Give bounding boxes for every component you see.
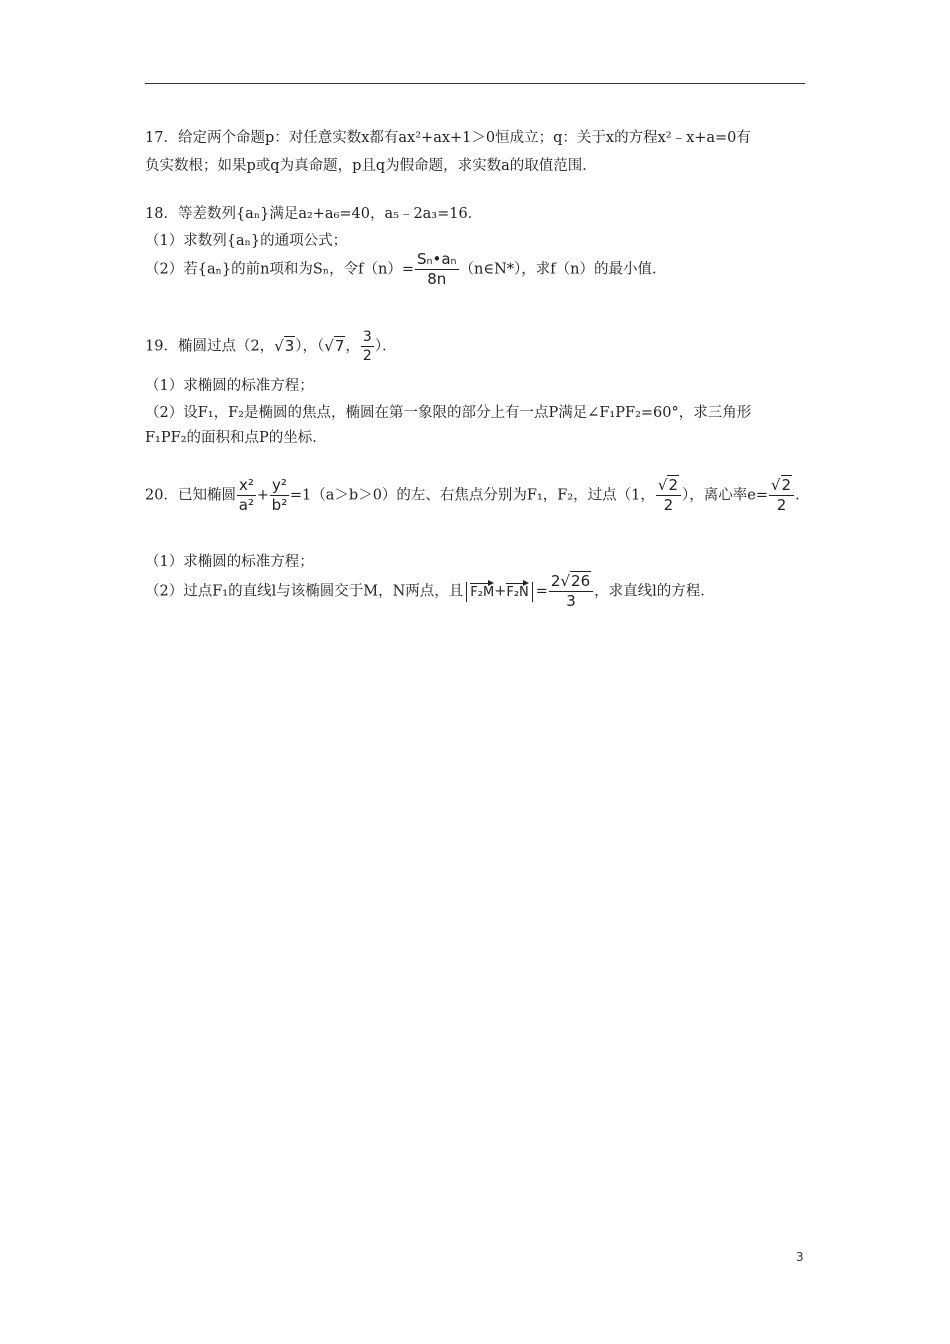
q19-sqrt3-rad: 3 (284, 336, 295, 355)
q20-end: . (795, 487, 800, 504)
q19-sqrt3: √3 (274, 336, 295, 355)
q20-ecc-rad: 2 (781, 476, 792, 494)
q19-frac-num: 3 (362, 329, 372, 345)
q19-fraction (361, 330, 374, 363)
q19-post: ）． (374, 338, 397, 355)
q19-pre: 19．椭圆过点（2， (145, 338, 275, 355)
q20-result-rad: 26 (571, 572, 591, 590)
q20-line1 (145, 478, 800, 513)
q20-pre: 20．已知椭圆 (145, 487, 236, 504)
q20-part2 (145, 574, 715, 609)
q20-point-den: 2 (663, 496, 674, 514)
q18-frac-num: Sₙ•aₙ (417, 250, 457, 268)
q20-ecc-num: √2 (769, 478, 794, 496)
q20-result-den: 3 (566, 592, 576, 610)
q18-frac-den: 8n (427, 270, 447, 288)
q19-comma: ， (345, 338, 360, 355)
q18-fraction (415, 252, 459, 287)
q19-part2-line1: （2）设F₁，F₂是椭圆的焦点，椭圆在第一象限的部分上有一点P满足∠F₁PF₂=60°，求三角形 (145, 405, 752, 421)
q20-result-fraction (549, 574, 593, 609)
q20-vplus: + (494, 583, 507, 600)
q18-part2-pre: （2）若{aₙ}的前n项和为Sₙ，令f（n）= (145, 261, 414, 278)
q20-result-coef: 2 (550, 572, 561, 590)
q20-frac-x-num: x² (238, 476, 254, 494)
q18-part1: （1）求数列{aₙ}的通项公式； (145, 233, 348, 249)
q20-frac-y-num: y² (272, 476, 287, 494)
q17-line2: 负实数根；如果p或q为真命题，p且q为假命题，求实数a的取值范围． (145, 158, 597, 174)
page-number: 3 (796, 1250, 804, 1264)
q19-sqrt7: √7 (324, 336, 345, 355)
q20-result-num: 2√26 (549, 574, 593, 592)
vector-f2n: F₂N (506, 581, 528, 600)
q20-eq: = (535, 583, 548, 600)
q20-frac-y-den: b² (271, 496, 288, 514)
q20-ecc: ），离心率e= (682, 487, 768, 504)
q20-point-num: √2 (656, 478, 681, 496)
q20-ecc-fraction (769, 478, 794, 513)
vector-f2m: F₂M (470, 581, 494, 600)
q19-frac-den: 2 (362, 348, 372, 364)
q19-mid: ），（ (295, 338, 325, 355)
q20-part2-pre: （2）过点F₁的直线l与该椭圆交于M，N两点，且 (145, 583, 464, 600)
q20-part1: （1）求椭圆的标准方程； (145, 554, 314, 570)
q20-point-fraction (656, 478, 681, 513)
q19-line1 (145, 330, 397, 363)
q19-sqrt7-rad: 7 (334, 336, 345, 355)
q18-part2-post: （n∈N*），求f（n）的最小值． (459, 261, 667, 278)
q20-frac-y (270, 478, 289, 513)
q20-point-rad: 2 (668, 476, 678, 494)
q20-frac-x (237, 478, 256, 513)
q20-part2-post: ，求直线l的方程． (594, 583, 715, 600)
q17-line1: 17．给定两个命题p：对任意实数x都有ax²+ax+1＞0恒成立；q：关于x的方程x²﹣x+a=0有 (145, 130, 751, 146)
abs-bar-left (466, 582, 467, 602)
q20-mid: =1（a＞b＞0）的左、右焦点分别为F₁，F₂，过点（1， (289, 487, 655, 504)
q20-plus: + (256, 487, 269, 504)
header-rule (145, 83, 805, 84)
q20-ecc-den: 2 (776, 496, 787, 514)
abs-bar-right (532, 582, 533, 602)
q19-part1: （1）求椭圆的标准方程； (145, 378, 314, 394)
q18-part2 (145, 252, 666, 287)
q19-part2-line2: F₁PF₂的面积和点P的坐标． (145, 430, 327, 446)
q18-line1: 18．等差数列{aₙ}满足a₂+a₆=40，a₅﹣2a₃=16． (145, 206, 483, 222)
q20-frac-x-den: a² (238, 496, 254, 514)
